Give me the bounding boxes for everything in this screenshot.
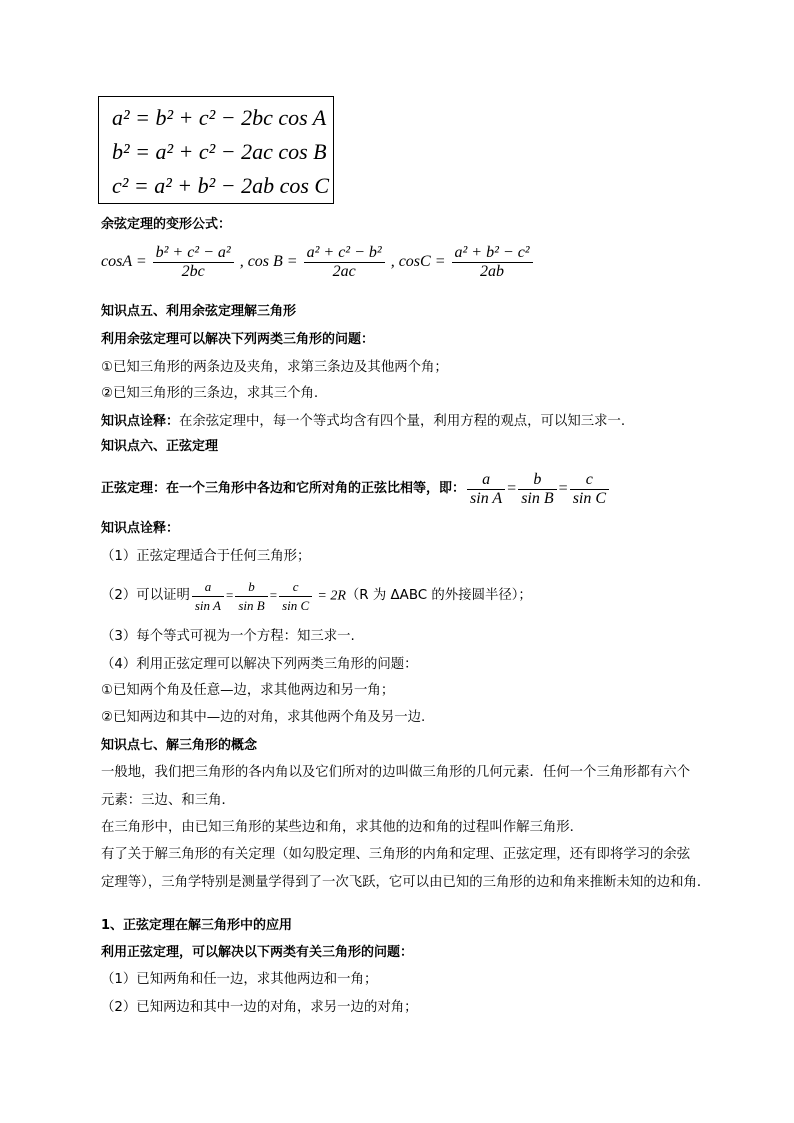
cosB-denominator: 2ac	[304, 262, 385, 281]
kp6-note-2	[101, 576, 532, 616]
cosB-numerator: a² + c² − b²	[306, 244, 382, 261]
ext-ratio-c	[279, 578, 312, 615]
cosC-fraction	[452, 244, 533, 281]
kp5-note	[101, 413, 625, 431]
sine-law-definition	[101, 466, 611, 512]
sine-ratio-c	[570, 471, 609, 508]
sine-ratio-a	[467, 471, 505, 508]
ext-ratio-a-num: a	[204, 578, 212, 594]
cosA-label: cosA =	[101, 253, 147, 271]
kp6-note-1: （1）正弦定理适合于任何三角形；	[101, 549, 311, 564]
cosA-fraction	[153, 244, 234, 281]
cosB-label: , cos B =	[239, 253, 298, 271]
kp7-heading: 知识点七、解三角形的概念	[101, 738, 258, 753]
kp6-note-3: （3）每个等式可视为一个方程：知三求一.	[101, 629, 355, 644]
section-1-item-1: （1）已知两角和任一边，求其他两边和一角；	[101, 972, 378, 987]
cosine-law-box	[98, 96, 334, 204]
sine-law-text: 正弦定理：在一个三角形中各边和它所对角的正弦比相等，即：	[101, 481, 466, 496]
cosA-denominator: 2bc	[153, 262, 234, 281]
sine-law-formula	[465, 471, 611, 508]
cosB-fraction	[304, 244, 385, 281]
equals-sign: =	[507, 479, 517, 497]
ext-ratio-b	[235, 578, 267, 615]
section-1-item-2: （2）已知两边和其中一边的对角，求另一边的对角；	[101, 1000, 418, 1015]
kp7-paragraph-3-line-2: 定理等），三角学特别是测量学得到了一次飞跃，它可以由已知的三角形的边和角来推断未知的边和角．	[101, 875, 711, 890]
equals-sign: =	[226, 586, 234, 602]
section-1-heading: 1、正弦定理在解三角形中的应用	[101, 918, 293, 933]
kp7-paragraph-1-line-1: 一般地，我们把三角形的各内角以及它们所对的边叫做三角形的几何元素．任何一个三角形都有六个	[101, 765, 691, 780]
kp6-note-4: （4）利用正弦定理可以解决下列两类三角形的问题：	[101, 657, 418, 672]
kp7-paragraph-1-line-2: 元素：三边、和三角．	[101, 793, 235, 808]
sine-ratio-b-num: b	[533, 470, 542, 488]
cosA-numerator: b² + c² − a²	[155, 244, 231, 261]
cosC-denominator: 2ab	[452, 262, 533, 281]
equals-sign: =	[558, 479, 568, 497]
kp6-note-2-prefix: （2）可以证明	[101, 588, 190, 603]
kp6-note-2-suffix: （R 为 ΔABC 的外接圆半径）；	[345, 588, 532, 603]
kp5-item-2: ②已知三角形的三条边，求其三个角.	[101, 386, 319, 401]
ext-ratio-c-num: c	[292, 578, 299, 594]
kp5-intro: 利用余弦定理可以解决下列两类三角形的问题：	[101, 332, 375, 347]
ext-ratio-a-den: sin A	[192, 596, 224, 615]
cosine-variant-formula	[101, 244, 535, 281]
cosine-variant-heading: 余弦定理的变形公式：	[101, 217, 232, 232]
ext-ratio-a	[192, 578, 224, 615]
kp5-item-1: ①已知三角形的两条边及夹角，求第三条边及其他两个角；	[101, 360, 448, 375]
cosine-law-b: b² = a² + c² − 2ac cos B	[112, 139, 327, 164]
kp6-note-label: 知识点诠释：	[101, 521, 180, 536]
equals-sign: =	[269, 586, 278, 602]
ext-ratio-b-den: sin B	[235, 596, 267, 615]
ext-ratio-result: = 2R	[317, 587, 346, 603]
sine-ratio-a-num: a	[482, 470, 491, 488]
cosine-law-c: c² = a² + b² − 2ab cos C	[112, 173, 330, 198]
sine-ratio-a-den: sin A	[467, 489, 505, 508]
cosC-numerator: a² + b² − c²	[454, 244, 530, 261]
kp5-note-label: 知识点诠释：	[101, 414, 180, 429]
section-1-intro: 利用正弦定理，可以解决以下两类有关三角形的问题：	[101, 945, 414, 960]
sine-ratio-c-den: sin C	[570, 489, 609, 508]
kp7-paragraph-3-line-1: 有了关于解三角形的有关定理（如勾股定理、三角形的内角和定理、正弦定理，还有即将学习的余弦	[101, 847, 691, 862]
ext-ratio-c-den: sin C	[279, 596, 312, 615]
kp6-note-4a: ①已知两个角及任意—边，求其他两边和另一角；	[101, 683, 395, 698]
extended-sine-law	[190, 578, 346, 615]
sine-ratio-c-num: c	[585, 470, 593, 488]
kp5-heading: 知识点五、利用余弦定理解三角形	[101, 304, 297, 319]
sine-ratio-b	[518, 471, 556, 508]
kp7-paragraph-2: 在三角形中，由已知三角形的某些边和角，求其他的边和角的过程叫作解三角形．	[101, 820, 584, 835]
kp6-heading: 知识点六、正弦定理	[101, 439, 219, 454]
cosC-label: , cosC =	[390, 253, 446, 271]
sine-ratio-b-den: sin B	[518, 489, 556, 508]
ext-ratio-b-num: b	[248, 578, 255, 594]
kp5-note-text: 在余弦定理中，每一个等式均含有四个量，利用方程的观点，可以知三求一.	[179, 414, 626, 429]
cosine-law-a: a² = b² + c² − 2bc cos A	[112, 105, 327, 130]
kp6-note-4b: ②已知两边和其中—边的对角，求其他两个角及另一边.	[101, 710, 426, 725]
